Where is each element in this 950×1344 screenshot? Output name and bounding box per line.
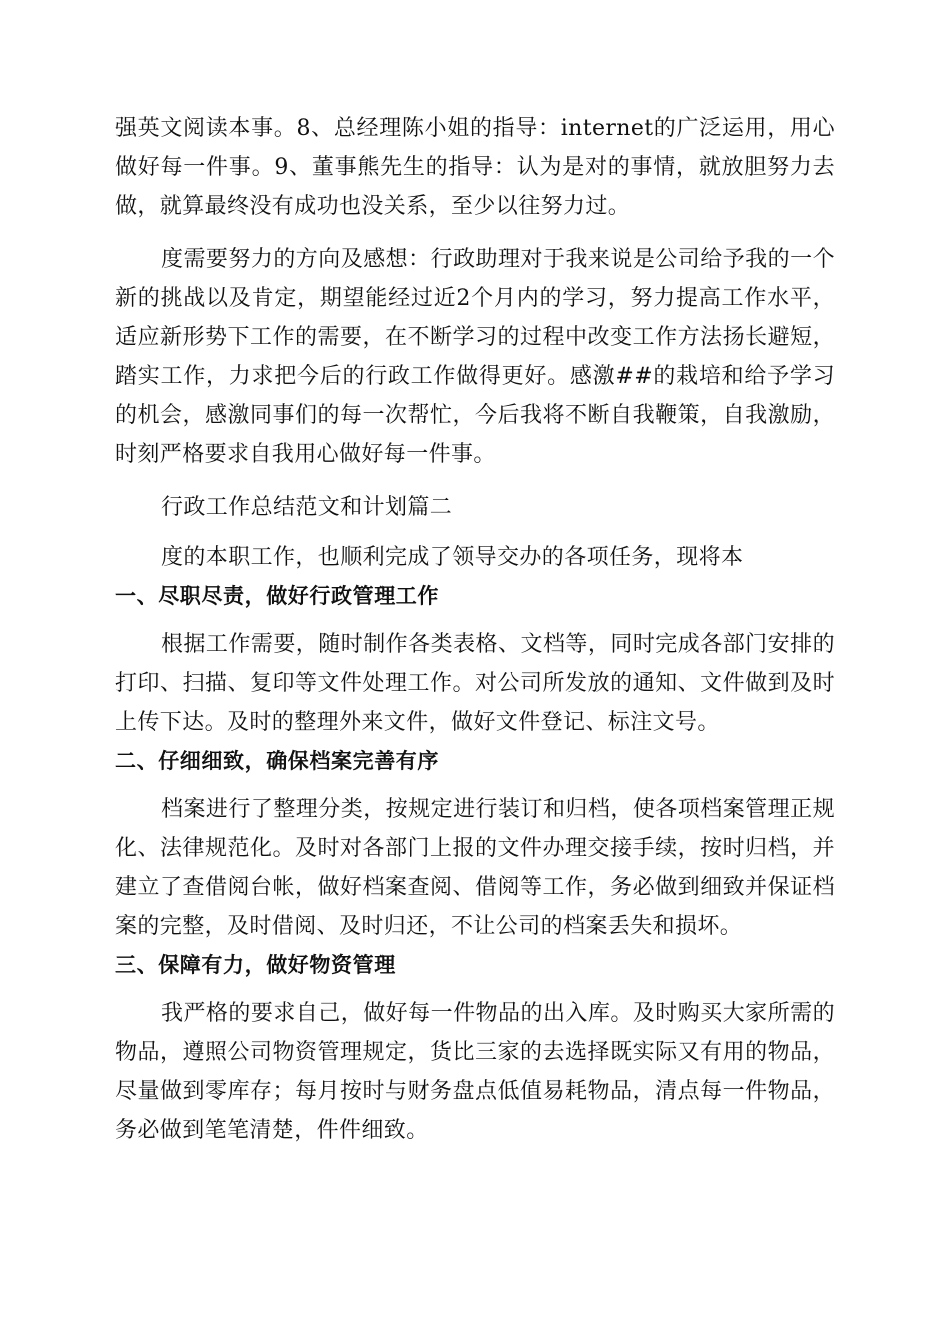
section-body-1: 根据工作需要，随时制作各类表格、文档等，同时完成各部门安排的打印、扫描、复印等文件处理工作。对公司所发放的通知、文件做到及时上传下达。及时的整理外来文件，做好文件登记、标注文号。 bbox=[115, 632, 835, 735]
document-page bbox=[115, 109, 835, 1150]
paragraph-continuation: 强英文阅读本事。8、总经理陈小姐的指导：internet的广泛运用，用心做好每一件事。9、董事熊先生的指导：认为是对的事情，就放胆努力去做，就算最终没有成功也没关系，至少以往努力过。 bbox=[115, 116, 835, 219]
subtitle-part-two: 行政工作总结范文和计划篇二 bbox=[161, 495, 453, 520]
section-heading-2: 二、仔细细致，确保档案完善有序 bbox=[115, 749, 439, 773]
section-heading-3: 三、保障有力，做好物资管理 bbox=[115, 953, 396, 977]
section-body-3: 我严格的要求自己，做好每一件物品的出入库。及时购买大家所需的物品，遵照公司物资管理规定，货比三家的去选择既实际又有用的物品，尽量做到零库存；每月按时与财务盘点低值易耗物品，清点每一件物品，务必做到笔笔清楚，件件细致。 bbox=[115, 1001, 835, 1143]
paragraph-outlook: 度需要努力的方向及感想：行政助理对于我来说是公司给予我的一个新的挑战以及肯定，期望能经过近2个月内的学习，努力提高工作水平，适应新形势下工作的需要，在不断学习的过程中改变工作方法扬长避短，踏实工作，力求把今后的行政工作做得更好。感激##的栽培和给予学习的机会，感激同事们的每一次帮忙，今后我将不断自我鞭策，自我激励，时刻严格要求自我用心做好每一件事。 bbox=[115, 247, 835, 467]
paragraph-intro: 度的本职工作，也顺利完成了领导交办的各项任务，现将本 bbox=[161, 545, 744, 570]
section-heading-1: 一、尽职尽责，做好行政管理工作 bbox=[115, 584, 439, 608]
section-body-2: 档案进行了整理分类，按规定进行装订和归档，使各项档案管理正规化、法律规范化。及时对各部门上报的文件办理交接手续，按时归档，并建立了查借阅台帐，做好档案查阅、借阅等工作，务必做到细致并保证档案的完整，及时借阅、及时归还，不让公司的档案丢失和损坏。 bbox=[115, 797, 835, 939]
